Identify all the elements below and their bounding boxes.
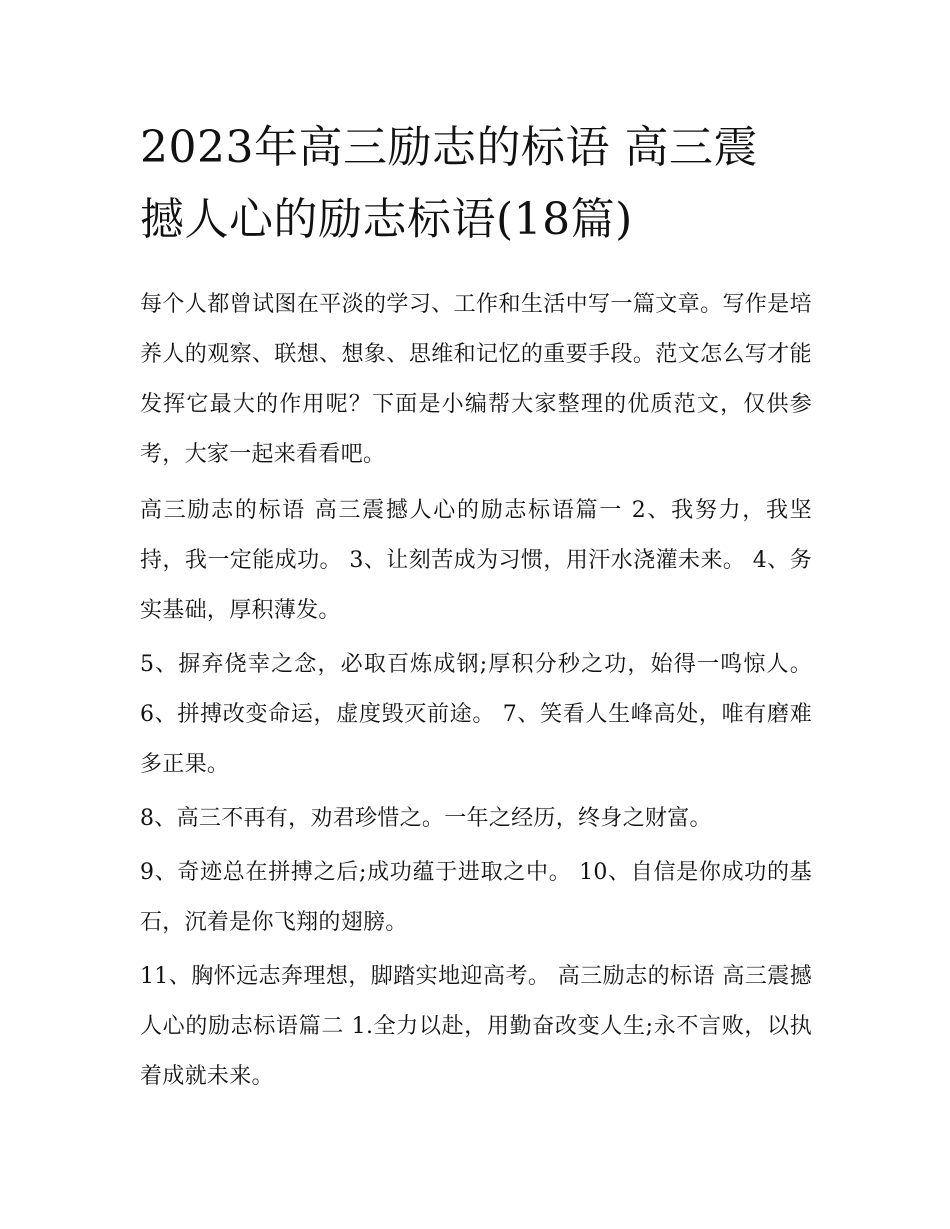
document-body <box>140 112 812 1102</box>
slogan-paragraph-2: 5、摒弃侥幸之念，必取百炼成钢;厚积分秒之功，始得一鸣惊人。 6、拼搏改变命运，虚度毁灭前途。 7、笑看人生峰高处，唯有磨难多正果。 <box>140 652 812 777</box>
slogan-paragraph-1: 高三励志的标语 高三震撼人心的励志标语篇一 2、我努力，我坚持，我一定能成功。 3、让刻苦成为习惯，用汗水浇灌未来。 4、务实基础，厚积薄发。 <box>140 498 812 623</box>
slogan-paragraph-4: 9、奇迹总在拼搏之后;成功蕴于进取之中。 10、自信是你成功的基石，沉着是你飞翔的翅膀。 <box>140 860 812 935</box>
slogan-paragraph-3: 8、高三不再有，劝君珍惜之。一年之经历，终身之财富。 <box>140 806 712 831</box>
document-title: 2023年高三励志的标语 高三震撼人心的励志标语(18篇) <box>140 122 758 245</box>
intro-paragraph: 每个人都曾试图在平淡的学习、工作和生活中写一篇文章。写作是培养人的观察、联想、想象、思维和记忆的重要手段。范文怎么写才能发挥它最大的作用呢？下面是小编帮大家整理的优质范文，仅供参考，大家一起来看看吧。 <box>140 292 812 467</box>
slogan-paragraph-5: 11、胸怀远志奔理想，脚踏实地迎高考。 高三励志的标语 高三震撼人心的励志标语篇二 1.全力以赴，用勤奋改变人生;永不言败，以执着成就未来。 <box>140 964 812 1089</box>
